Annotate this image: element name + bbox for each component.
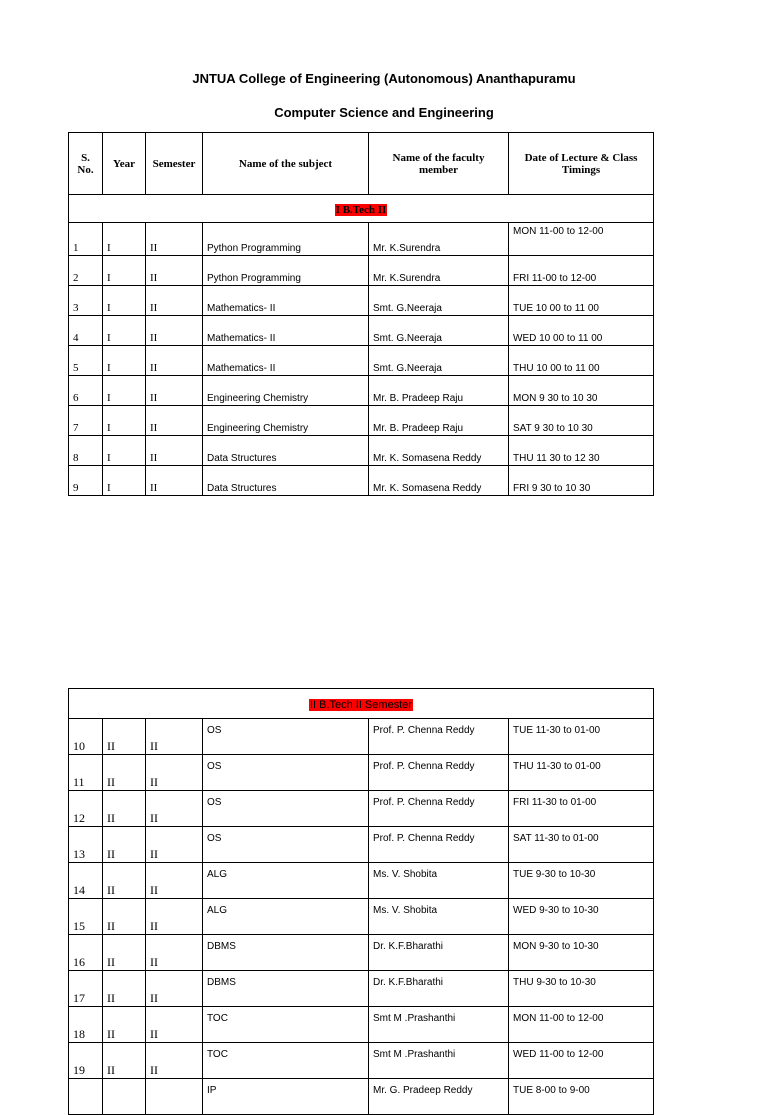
cell-subject: Data Structures <box>203 466 369 496</box>
cell-year: II <box>103 971 146 1007</box>
section-row <box>69 195 654 223</box>
cell-sno: 8 <box>69 436 103 466</box>
cell-faculty: Smt. G.Neeraja <box>369 346 509 376</box>
cell-sno: 15 <box>69 899 103 935</box>
cell-timing: THU 9-30 to 10-30 <box>509 971 654 1007</box>
table-row <box>69 791 654 827</box>
table-row <box>69 1007 654 1043</box>
table-row <box>69 466 654 496</box>
cell-sno: 17 <box>69 971 103 1007</box>
cell-faculty: Smt M .Prashanthi <box>369 1007 509 1043</box>
cell-sno: 11 <box>69 755 103 791</box>
cell-year <box>103 1079 146 1115</box>
cell-year: II <box>103 719 146 755</box>
cell-sno: 3 <box>69 286 103 316</box>
cell-subject: OS <box>203 827 369 863</box>
cell-sno: 14 <box>69 863 103 899</box>
cell-year: I <box>103 406 146 436</box>
cell-timing: TUE 9-30 to 10-30 <box>509 863 654 899</box>
cell-semester: II <box>146 223 203 256</box>
cell-subject: DBMS <box>203 935 369 971</box>
cell-faculty: Mr. K. Somasena Reddy <box>369 466 509 496</box>
cell-year: I <box>103 346 146 376</box>
cell-semester: II <box>146 376 203 406</box>
cell-year: II <box>103 935 146 971</box>
cell-sno: 1 <box>69 223 103 256</box>
cell-timing: THU 11 30 to 12 30 <box>509 436 654 466</box>
section-row <box>69 689 654 719</box>
cell-subject: OS <box>203 755 369 791</box>
cell-sno: 10 <box>69 719 103 755</box>
cell-subject: Python Programming <box>203 223 369 256</box>
cell-year: II <box>103 827 146 863</box>
cell-faculty: Prof. P. Chenna Reddy <box>369 719 509 755</box>
table-row <box>69 406 654 436</box>
col-header-sno: S. No. <box>69 133 103 195</box>
col-header-faculty: Name of the faculty member <box>369 133 509 195</box>
cell-semester: II <box>146 935 203 971</box>
cell-semester: II <box>146 1043 203 1079</box>
cell-sno: 13 <box>69 827 103 863</box>
cell-subject: Python Programming <box>203 256 369 286</box>
cell-timing: FRI 11-00 to 12-00 <box>509 256 654 286</box>
cell-year: I <box>103 286 146 316</box>
cell-timing: THU 11-30 to 01-00 <box>509 755 654 791</box>
table-row <box>69 827 654 863</box>
cell-subject: Mathematics- II <box>203 286 369 316</box>
cell-timing: TUE 10 00 to 11 00 <box>509 286 654 316</box>
cell-sno: 9 <box>69 466 103 496</box>
cell-faculty: Dr. K.F.Bharathi <box>369 971 509 1007</box>
cell-sno: 12 <box>69 791 103 827</box>
cell-semester: II <box>146 971 203 1007</box>
cell-faculty: Mr. B. Pradeep Raju <box>369 406 509 436</box>
cell-sno: 19 <box>69 1043 103 1079</box>
cell-subject: OS <box>203 791 369 827</box>
table-row <box>69 755 654 791</box>
section-label: I B.Tech II <box>335 203 387 216</box>
cell-subject: OS <box>203 719 369 755</box>
cell-faculty: Smt. G.Neeraja <box>369 316 509 346</box>
cell-faculty: Mr. K.Surendra <box>369 256 509 286</box>
cell-faculty: Smt. G.Neeraja <box>369 286 509 316</box>
col-header-year: Year <box>103 133 146 195</box>
cell-subject: Data Structures <box>203 436 369 466</box>
cell-sno: 16 <box>69 935 103 971</box>
cell-semester: II <box>146 1007 203 1043</box>
cell-semester: II <box>146 256 203 286</box>
table-row <box>69 935 654 971</box>
cell-subject: Mathematics- II <box>203 316 369 346</box>
col-header-subject: Name of the subject <box>203 133 369 195</box>
cell-year: II <box>103 1007 146 1043</box>
cell-timing: WED 9-30 to 10-30 <box>509 899 654 935</box>
table-row <box>69 376 654 406</box>
section-label: II B.Tech II Semester <box>309 698 413 711</box>
schedule-table-1 <box>68 132 654 496</box>
cell-sno: 2 <box>69 256 103 286</box>
cell-timing: TUE 8-00 to 9-00 <box>509 1079 654 1115</box>
cell-semester: II <box>146 406 203 436</box>
cell-timing: WED 10 00 to 11 00 <box>509 316 654 346</box>
cell-timing: THU 10 00 to 11 00 <box>509 346 654 376</box>
cell-semester: II <box>146 899 203 935</box>
cell-subject: ALG <box>203 863 369 899</box>
cell-year: I <box>103 436 146 466</box>
table-row <box>69 971 654 1007</box>
cell-sno <box>69 1079 103 1115</box>
college-title: JNTUA College of Engineering (Autonomous) Ananthapuramu <box>192 71 576 86</box>
table-row <box>69 223 654 256</box>
cell-semester: II <box>146 316 203 346</box>
cell-timing: MON 11-00 to 12-00 <box>509 1007 654 1043</box>
cell-faculty: Prof. P. Chenna Reddy <box>369 755 509 791</box>
cell-faculty: Prof. P. Chenna Reddy <box>369 791 509 827</box>
cell-semester: II <box>146 346 203 376</box>
cell-sno: 6 <box>69 376 103 406</box>
department-title: Computer Science and Engineering <box>274 105 494 120</box>
cell-year: I <box>103 466 146 496</box>
cell-sno: 5 <box>69 346 103 376</box>
cell-subject: ALG <box>203 899 369 935</box>
cell-timing: SAT 9 30 to 10 30 <box>509 406 654 436</box>
cell-timing: FRI 11-30 to 01-00 <box>509 791 654 827</box>
cell-faculty: Ms. V. Shobita <box>369 899 509 935</box>
cell-year: I <box>103 223 146 256</box>
cell-subject: Engineering Chemistry <box>203 406 369 436</box>
cell-timing: SAT 11-30 to 01-00 <box>509 827 654 863</box>
cell-timing: MON 9-30 to 10-30 <box>509 935 654 971</box>
table-row <box>69 1079 654 1115</box>
cell-faculty: Mr. K. Somasena Reddy <box>369 436 509 466</box>
cell-year: II <box>103 755 146 791</box>
cell-year: II <box>103 863 146 899</box>
table-row <box>69 719 654 755</box>
cell-faculty: Mr. B. Pradeep Raju <box>369 376 509 406</box>
cell-subject: Mathematics- II <box>203 346 369 376</box>
cell-timing: WED 11-00 to 12-00 <box>509 1043 654 1079</box>
cell-year: I <box>103 316 146 346</box>
cell-semester: II <box>146 436 203 466</box>
table-row <box>69 256 654 286</box>
cell-sno: 18 <box>69 1007 103 1043</box>
table-row <box>69 899 654 935</box>
table-row <box>69 436 654 466</box>
cell-faculty: Prof. P. Chenna Reddy <box>369 827 509 863</box>
cell-faculty: Mr. G. Pradeep Reddy <box>369 1079 509 1115</box>
table-row <box>69 346 654 376</box>
cell-faculty: Dr. K.F.Bharathi <box>369 935 509 971</box>
cell-timing: MON 11-00 to 12-00 <box>509 223 654 256</box>
cell-faculty: Mr. K.Surendra <box>369 223 509 256</box>
table-row <box>69 316 654 346</box>
cell-subject: DBMS <box>203 971 369 1007</box>
col-header-timing: Date of Lecture & Class Timings <box>509 133 654 195</box>
cell-semester: II <box>146 791 203 827</box>
cell-sno: 7 <box>69 406 103 436</box>
cell-year: I <box>103 376 146 406</box>
cell-subject: TOC <box>203 1007 369 1043</box>
cell-semester: II <box>146 863 203 899</box>
cell-sno: 4 <box>69 316 103 346</box>
table-row <box>69 1043 654 1079</box>
cell-timing: MON 9 30 to 10 30 <box>509 376 654 406</box>
col-header-semester: Semester <box>146 133 203 195</box>
cell-timing: FRI 9 30 to 10 30 <box>509 466 654 496</box>
schedule-table-2 <box>68 688 654 1115</box>
cell-year: II <box>103 899 146 935</box>
header-row <box>69 133 654 195</box>
cell-year: II <box>103 791 146 827</box>
cell-subject: IP <box>203 1079 369 1115</box>
cell-subject: TOC <box>203 1043 369 1079</box>
cell-semester <box>146 1079 203 1115</box>
cell-subject: Engineering Chemistry <box>203 376 369 406</box>
cell-faculty: Ms. V. Shobita <box>369 863 509 899</box>
cell-semester: II <box>146 755 203 791</box>
cell-year: II <box>103 1043 146 1079</box>
cell-semester: II <box>146 466 203 496</box>
cell-semester: II <box>146 719 203 755</box>
cell-timing: TUE 11-30 to 01-00 <box>509 719 654 755</box>
cell-year: I <box>103 256 146 286</box>
cell-faculty: Smt M .Prashanthi <box>369 1043 509 1079</box>
cell-semester: II <box>146 286 203 316</box>
table-row <box>69 863 654 899</box>
table-row <box>69 286 654 316</box>
cell-semester: II <box>146 827 203 863</box>
